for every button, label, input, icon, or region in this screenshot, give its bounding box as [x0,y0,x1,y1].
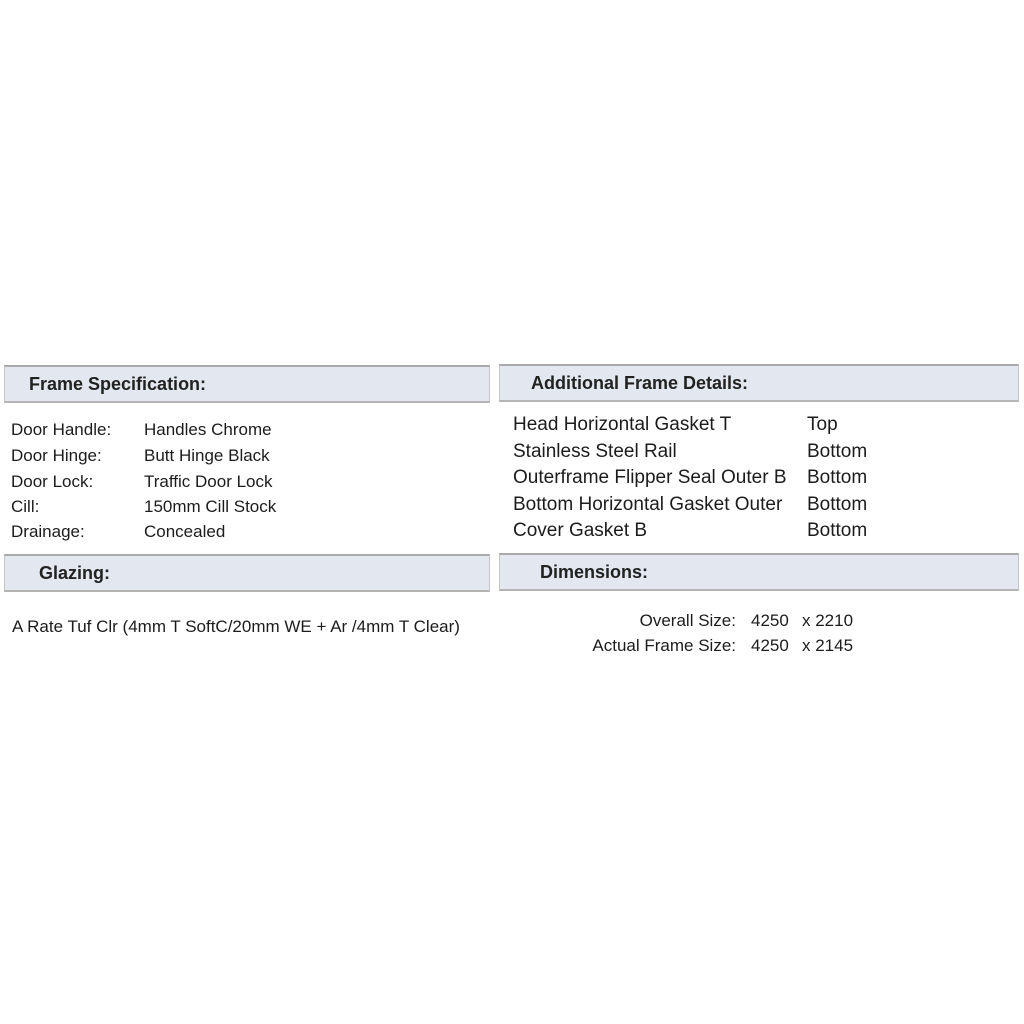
dimension-height: x 2210 [802,611,854,630]
dimension-width: 4250 [751,611,789,630]
frame-spec-label: Door Handle: [11,420,112,439]
additional-detail-label: Bottom Horizontal Gasket Outer [513,494,783,515]
additional-detail-label: Cover Gasket B [513,520,648,541]
dimensions-header [499,553,1019,591]
additional-detail-value: Bottom [807,494,868,515]
additional-detail-value: Bottom [807,467,868,488]
dimension-label: Actual Frame Size: [592,636,736,655]
dimension-height: x 2145 [802,636,854,655]
additional-detail-value: Bottom [807,441,868,462]
dimensions-title: Dimensions: [540,562,649,582]
additional-detail-label: Head Horizontal Gasket T [513,414,732,435]
additional-detail-label: Outerframe Flipper Seal Outer B [513,467,787,488]
glazing-header [4,554,490,592]
additional-detail-label: Stainless Steel Rail [513,441,677,462]
frame-spec-label: Cill: [11,497,40,516]
additional-detail-value: Bottom [807,520,868,541]
frame-spec-value: Handles Chrome [144,420,272,439]
additional-details-header [499,364,1019,402]
frame-spec-label: Door Hinge: [11,446,102,465]
additional-detail-value: Top [807,414,838,435]
frame-spec-header [4,365,490,403]
frame-spec-label: Drainage: [11,522,85,541]
frame-spec-title: Frame Specification: [29,374,207,394]
dimension-width: 4250 [751,636,789,655]
dimension-label: Overall Size: [639,611,736,630]
glazing-description: A Rate Tuf Clr (4mm T SoftC/20mm WE + Ar /4mm T Clear) [12,617,460,636]
frame-spec-label: Door Lock: [11,472,94,491]
additional-details-title: Additional Frame Details: [531,373,749,393]
frame-spec-value: Concealed [144,522,226,541]
glazing-title: Glazing: [39,563,110,583]
frame-spec-value: Traffic Door Lock [144,472,273,491]
frame-spec-value: Butt Hinge Black [144,446,270,465]
frame-spec-value: 150mm Cill Stock [144,497,277,516]
